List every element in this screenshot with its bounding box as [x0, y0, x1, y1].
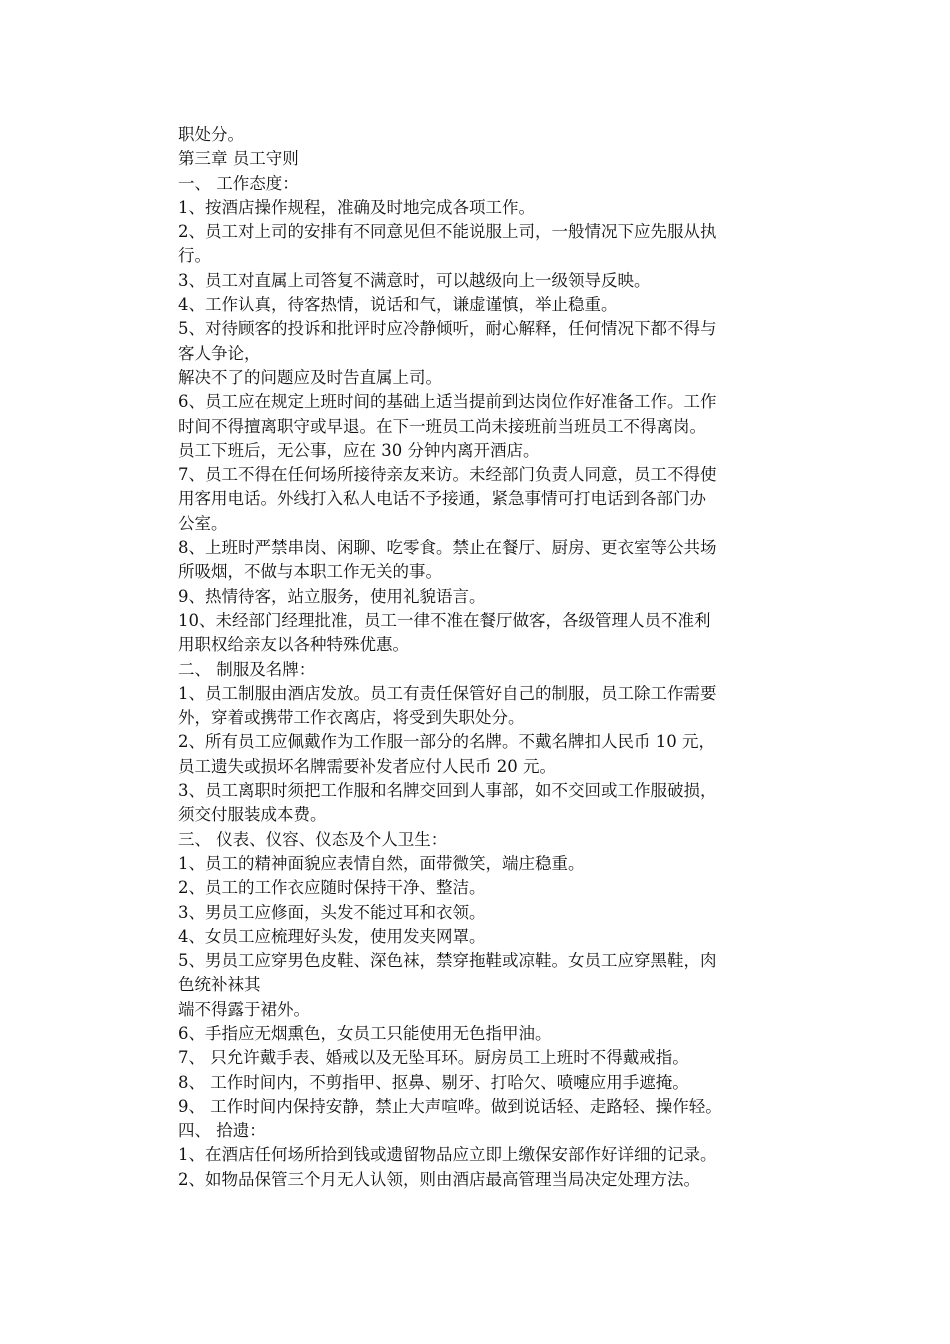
text-line: 8、上班时严禁串岗、闲聊、吃零食。禁止在餐厅、厨房、更衣室等公共场 — [178, 538, 717, 558]
text-line: 用职权给亲友以各种特殊优惠。 — [178, 635, 409, 655]
text-line: 7、 只允许戴手表、婚戒以及无坠耳环。厨房员工上班时不得戴戒指。 — [178, 1048, 689, 1068]
text-line: 一、 工作态度： — [178, 173, 299, 193]
text-line: 端不得露于裙外。 — [178, 999, 310, 1019]
text-line: 5、对待顾客的投诉和批评时应冷静倾听，耐心解释，任何情况下都不得与 — [178, 319, 717, 339]
text-line: 3、员工对直属上司答复不满意时，可以越级向上一级领导反映。 — [178, 270, 651, 290]
text-line: 三、 仪表、仪容、仪态及个人卫生： — [178, 829, 448, 849]
text-line: 行。 — [178, 246, 211, 266]
text-line: 员工下班后，无公事，应在 30 分钟内离开酒店。 — [178, 440, 540, 460]
text-line: 用客用电话。外线打入私人电话不予接通，紧急事情可打电话到各部门办 — [178, 489, 706, 509]
text-line: 1、员工的精神面貌应表情自然，面带微笑，端庄稳重。 — [178, 853, 585, 873]
text-line: 公室。 — [178, 513, 228, 533]
text-line: 5、男员工应穿男色皮鞋、深色袜，禁穿拖鞋或凉鞋。女员工应穿黑鞋，肉 — [178, 951, 717, 971]
text-line: 二、 制服及名牌： — [178, 659, 316, 679]
text-line: 客人争论， — [178, 343, 261, 363]
text-line: 3、男员工应修面，头发不能过耳和衣领。 — [178, 902, 486, 922]
text-line: 6、手指应无烟熏色，女员工只能使用无色指甲油。 — [178, 1023, 552, 1043]
text-line: 9、 工作时间内保持安静，禁止大声喧哗。做到说话轻、走路轻、操作轻。 — [178, 1096, 722, 1116]
text-line: 色统补袜其 — [178, 975, 261, 995]
text-line: 1、在酒店任何场所拾到钱或遗留物品应立即上缴保安部作好详细的记录。 — [178, 1145, 717, 1165]
text-line: 4、女员工应梳理好头发，使用发夹网罩。 — [178, 926, 486, 946]
text-line: 解决不了的问题应及时告直属上司。 — [178, 367, 442, 387]
text-line: 第三章 员工守则 — [178, 149, 299, 169]
text-line: 2、如物品保管三个月无人认领，则由酒店最高管理当局决定处理方法。 — [178, 1169, 700, 1189]
text-line: 所吸烟，不做与本职工作无关的事。 — [178, 562, 442, 582]
text-line: 2、员工对上司的安排有不同意见但不能说服上司，一般情况下应先服从执 — [178, 222, 717, 242]
text-line: 须交付服装成本费。 — [178, 805, 327, 825]
text-line: 外，穿着或携带工作衣离店，将受到失职处分。 — [178, 708, 525, 728]
text-line: 10、未经部门经理批准，员工一律不准在餐厅做客，各级管理人员不准利 — [178, 610, 711, 630]
text-line: 1、员工制服由酒店发放。员工有责任保管好自己的制服，员工除工作需要 — [178, 683, 717, 703]
text-line: 6、员工应在规定上班时间的基础上适当提前到达岗位作好准备工作。工作 — [178, 392, 717, 412]
text-line: 7、员工不得在任何场所接待亲友来访。未经部门负责人同意，员工不得使 — [178, 465, 717, 485]
text-line: 3、员工离职时须把工作服和名牌交回到人事部，如不交回或工作服破损， — [178, 781, 717, 801]
text-line: 职处分。 — [178, 125, 244, 144]
text-line: 9、热情待客，站立服务，使用礼貌语言。 — [178, 586, 486, 606]
text-line: 4、工作认真，待客热情，说话和气，谦虚谨慎，举止稳重。 — [178, 295, 618, 315]
text-line: 2、员工的工作衣应随时保持干净、整洁。 — [178, 878, 486, 898]
text-line: 员工遗失或损坏名牌需要补发者应付人民币 20 元。 — [178, 756, 556, 776]
text-line: 时间不得擅离职守或早退。在下一班员工尚未接班前当班员工不得离岗。 — [178, 416, 706, 436]
document-body — [178, 123, 808, 1192]
text-line: 四、 拾遗： — [178, 1121, 266, 1141]
text-line: 1、按酒店操作规程，准确及时地完成各项工作。 — [178, 197, 535, 217]
text-line: 8、 工作时间内，不剪指甲、抠鼻、剔牙、打哈欠、喷嚏应用手遮掩。 — [178, 1072, 689, 1092]
text-line: 2、所有员工应佩戴作为工作服一部分的名牌。不戴名牌扣人民币 10 元， — [178, 732, 715, 752]
